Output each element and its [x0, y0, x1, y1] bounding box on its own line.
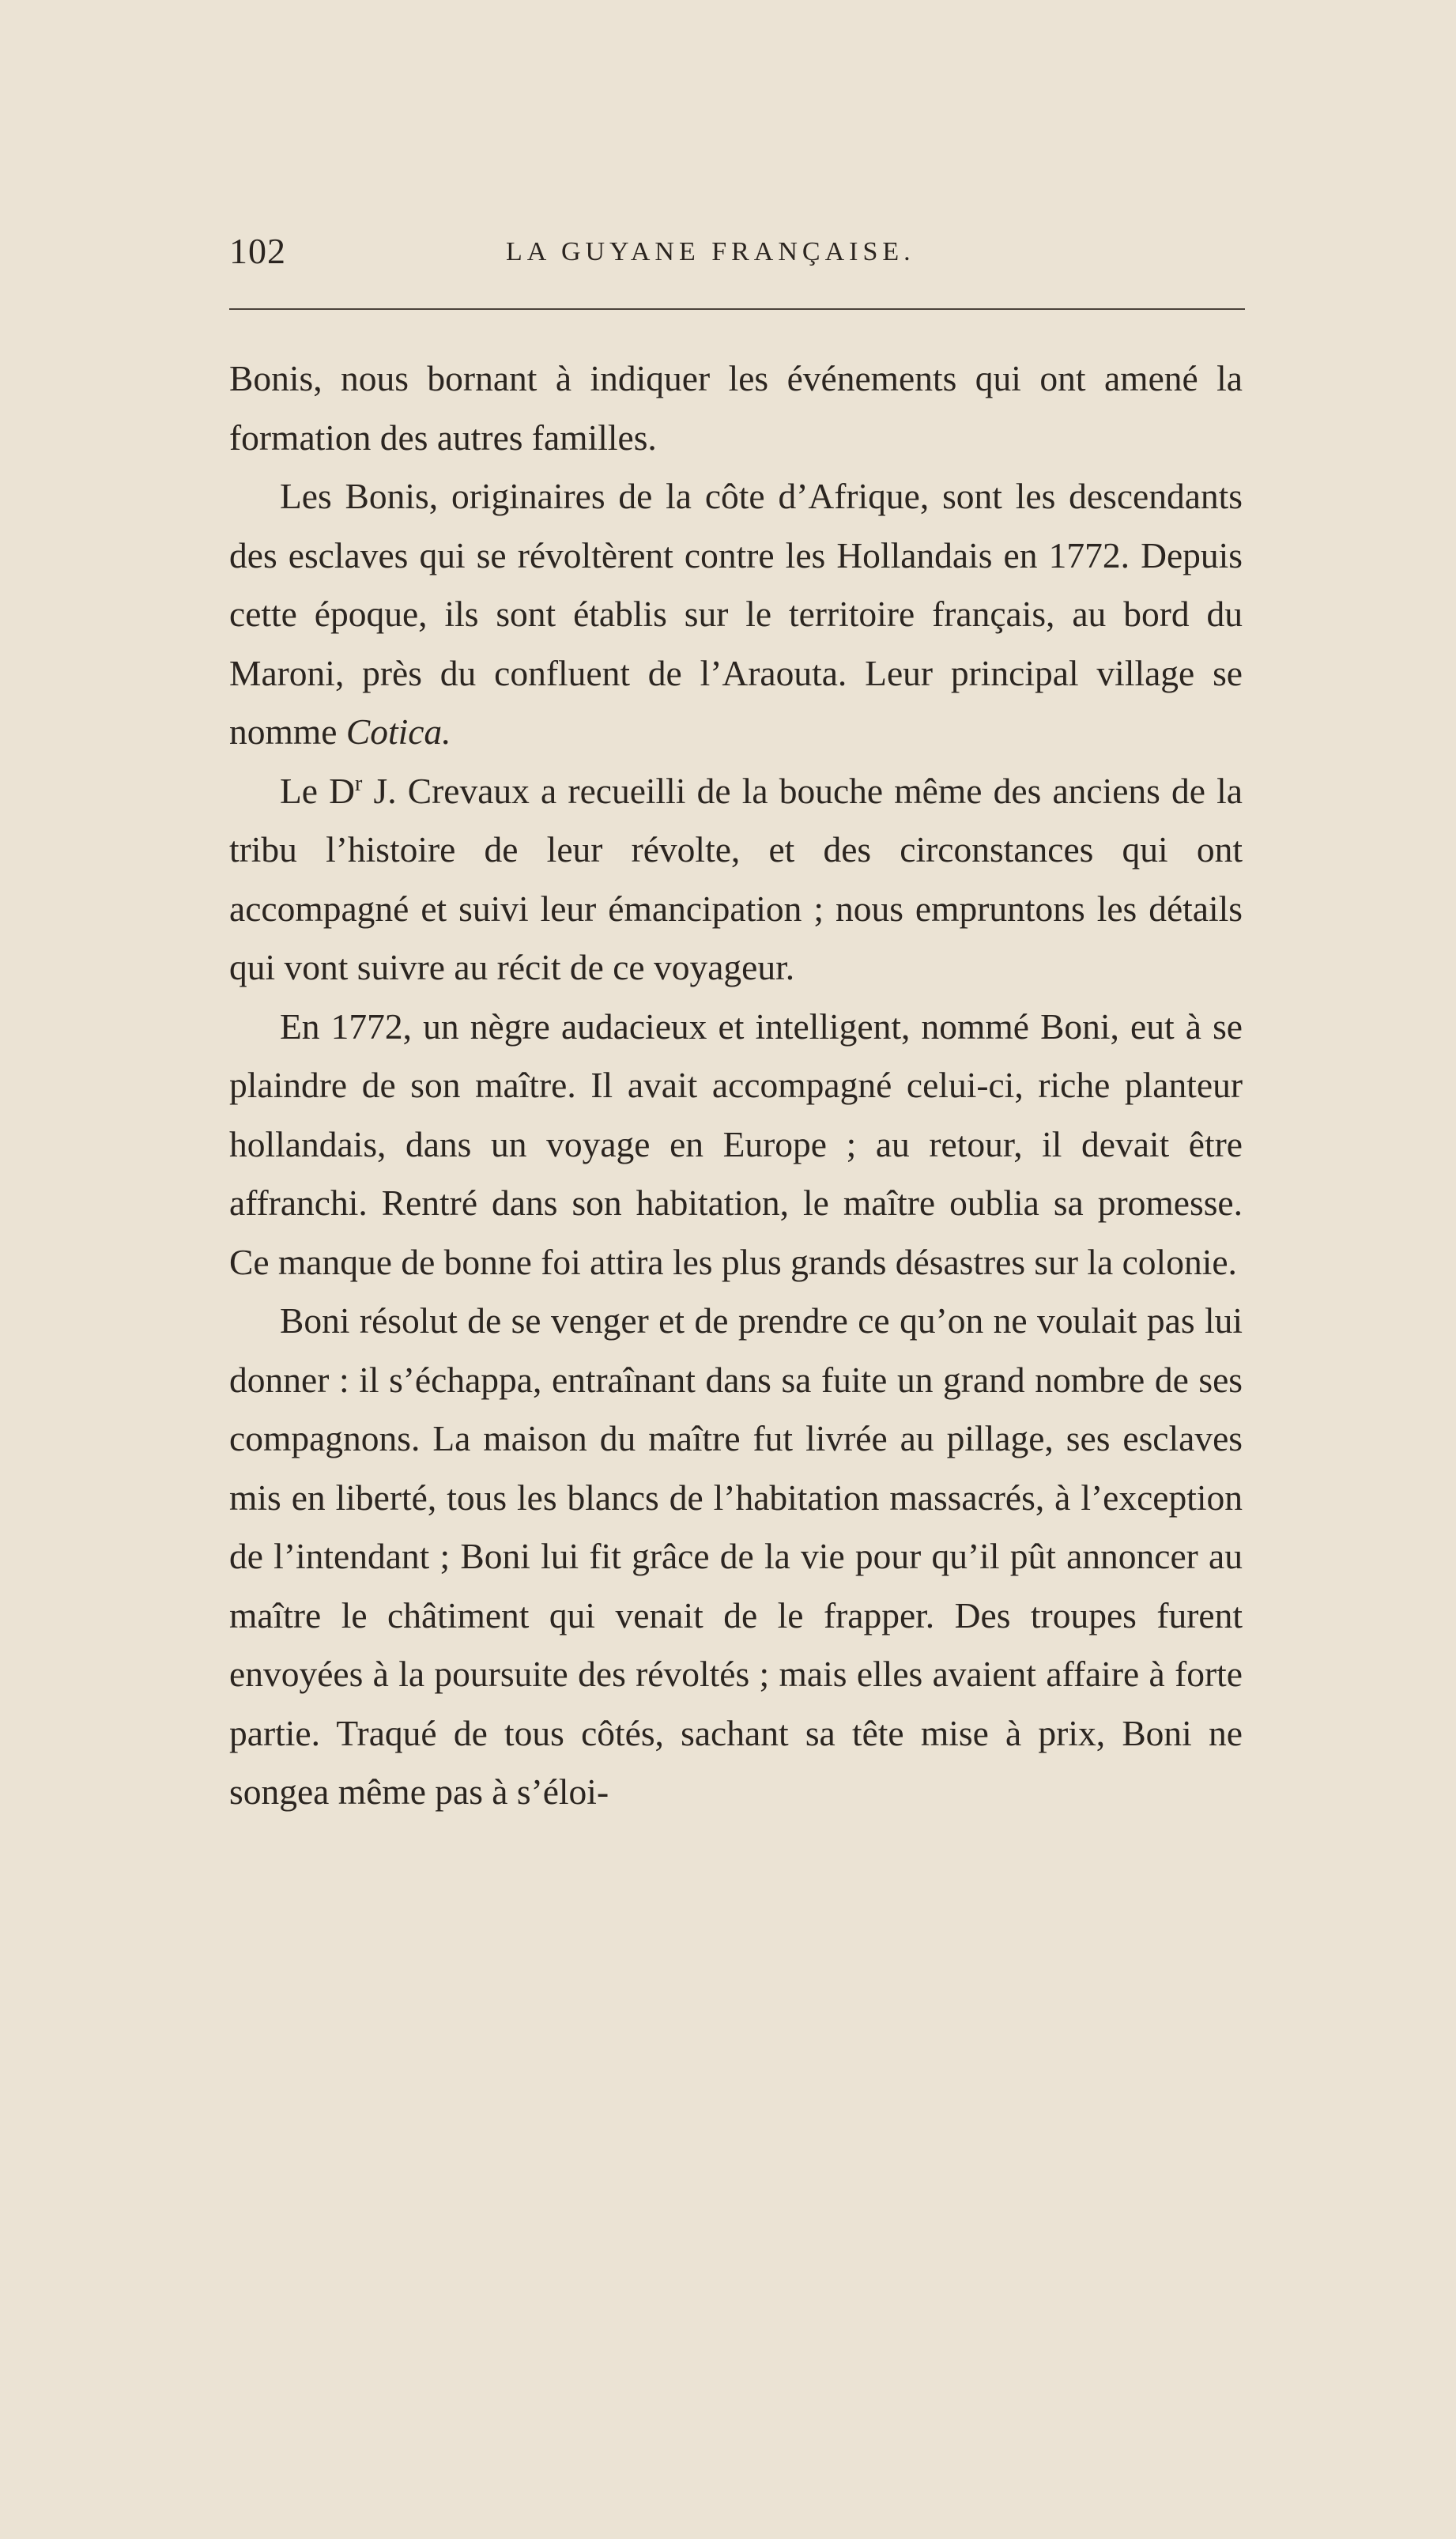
- paragraph-4-text: En 1772, un nègre audacieux et intelligent, nommé Boni, eut à se plaindre de son maître. Il avait accompagné celui-ci, riche planteur hollandais, dans un voyage en Europe ; au retour, il devait être affranchi. Rentré dans son habitation, le maître oublia sa promesse. Ce manque de bonne foi attira les plus grands désastres sur la colonie.: [229, 1005, 1243, 1282]
- running-title: LA GUYANE FRANÇAISE.: [506, 237, 915, 266]
- page-number: 102: [229, 231, 286, 271]
- paragraph-2: [229, 467, 1243, 762]
- paragraph-4: [229, 998, 1243, 1292]
- paragraph-5-text: Boni résolut de se venger et de prendre ce qu’on ne voulait pas lui donner : il s’échappa, entraînant dans sa fuite un grand nombre de ses compagnons. La maison du maître fut livrée au pillage, ses esclaves mis en liberté, tous les blancs de l’habitation massacrés, à l’exception de l’intendant ; Boni lui fit grâce de la vie pour qu’il pût annoncer au maître le châtiment qui venait de le frapper. Des troupes furent envoyées à la poursuite des révoltés ; mais elles avaient affaire à forte partie. Traqué de tous côtés, sachant sa tête mise à prix, Boni ne songea même pas à s’éloi-: [229, 1300, 1243, 1812]
- paragraph-1: [229, 349, 1243, 467]
- village-name: Cotica.: [345, 711, 451, 752]
- paragraph-5: [229, 1292, 1243, 1822]
- paragraph-3-text: J. Crevaux a recueilli de la bouche même des anciens de la tribu l’histoire de leur révolte, et des circonstances qui ont accompagné et suivi leur émancipation ; nous empruntons les détails qui vont suivre au récit de ce voyageur.: [229, 770, 1243, 987]
- doctor-abbrev-sup: r: [355, 771, 363, 796]
- paragraph-3-lead: Le D: [280, 770, 356, 811]
- paragraph-2-text: Les Bonis, originaires de la côte d’Afrique, sont les descendants des esclaves qui se révoltèrent contre les Hollandais en 1772. Depuis cette époque, ils sont établis sur le territoire français, au bord du Maroni, près du confluent de l’Araouta. Leur principal village se nomme: [229, 476, 1243, 752]
- page-header: [229, 228, 1241, 275]
- paragraph-3: [229, 762, 1243, 998]
- paragraph-1-text: Bonis, nous bornant à indiquer les événements qui ont amené la formation des autres familles.: [229, 358, 1243, 458]
- header-rule: [229, 308, 1245, 310]
- body-text: [229, 349, 1243, 1822]
